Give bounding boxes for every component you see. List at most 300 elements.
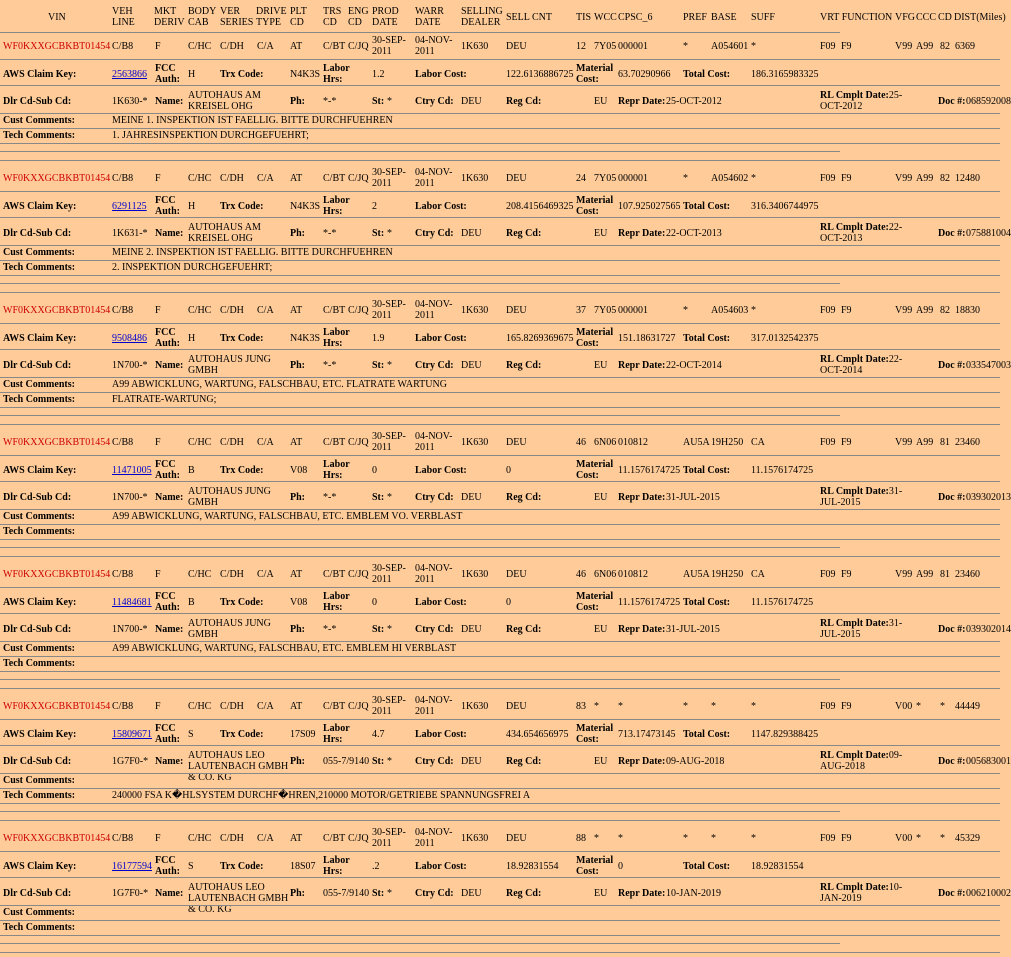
warr-date-value: 04-NOV-2011 — [415, 167, 453, 189]
tis-value: 12 — [576, 41, 586, 52]
name-label: Name: — [155, 96, 184, 107]
ctry-cd-label: Ctry Cd: — [415, 360, 454, 371]
cpsc-value: 000001 — [618, 41, 648, 52]
total-cost-label: Total Cost: — [683, 861, 731, 872]
dlr-cd-value: 1K630-* — [112, 96, 148, 107]
eng-cd-value: C/JQ — [348, 305, 369, 316]
cust-comments-label: Cust Comments: — [3, 511, 75, 522]
ctry-cd-value: DEU — [461, 624, 482, 635]
tech-comments-value: 240000 FSA K�HLSYSTEM DURCHF�HREN,210000 MOTOR/GETRIEBE SPANNUNGSFREI A — [112, 790, 531, 801]
ph-value: *-* — [323, 624, 337, 635]
cpsc-value: * — [618, 833, 623, 844]
aws-claim-key-label: AWS Claim Key: — [3, 69, 77, 80]
sell-cnt-value: DEU — [506, 305, 527, 316]
labor-hrs-value: 4.7 — [372, 729, 385, 740]
record-separator — [0, 943, 840, 944]
ccc-value: A99 — [916, 569, 934, 580]
claim-key-link[interactable]: 9508486 — [112, 333, 147, 344]
record-separator — [0, 811, 840, 812]
trx-code-value: 17S09 — [290, 729, 316, 740]
claim-key-link[interactable]: 16177594 — [112, 861, 152, 872]
material-cost-value: 11.1576174725 — [618, 597, 681, 608]
prod-date-value: 30-SEP-2011 — [372, 431, 406, 453]
dlr-cd-value: 1N700-* — [112, 492, 148, 503]
selling-dealer-value: 1K630 — [461, 701, 489, 712]
dlr-cd-label: Dlr Cd-Sub Cd: — [3, 96, 72, 107]
ver-series-value: C/DH — [220, 437, 244, 448]
row-divider — [0, 323, 1000, 324]
ctry-cd-label: Ctry Cd: — [415, 888, 454, 899]
ctry-cd-value: DEU — [461, 888, 482, 899]
fcc-auth-label: FCC Auth: — [155, 459, 181, 481]
vfg-value: V00 — [895, 701, 913, 712]
vin-value: WF0KXXGCBKBT01454 — [3, 833, 111, 844]
ccc-value: A99 — [916, 173, 934, 184]
repr-date-value: 10-JAN-2019 — [666, 888, 721, 899]
doc-no-value: 039302013 — [966, 492, 1011, 503]
dlr-cd-label: Dlr Cd-Sub Cd: — [3, 888, 72, 899]
repr-date-label: Repr Date: — [618, 492, 666, 503]
tech-comments-label: Tech Comments: — [3, 262, 76, 273]
tech-comments-label: Tech Comments: — [3, 922, 76, 933]
claim-key-link[interactable]: 11471005 — [112, 465, 152, 476]
row-divider — [0, 59, 1000, 60]
dealer-name-value: AUTOHAUS JUNG GMBH — [188, 354, 271, 376]
trs-cd-value: C/BT — [323, 833, 346, 844]
claim-record — [0, 33, 1011, 165]
trx-code-label: Trx Code: — [220, 729, 264, 740]
ph-label: Ph: — [290, 888, 305, 899]
col-prod-date: PROD DATE — [372, 6, 399, 28]
claim-key-link[interactable]: 15809671 — [112, 729, 152, 740]
ph-label: Ph: — [290, 756, 305, 767]
material-cost-label: Material Cost: — [576, 195, 614, 217]
aws-claim-key-label: AWS Claim Key: — [3, 597, 77, 608]
row-divider — [0, 392, 1000, 393]
total-cost-value: 1147.829388425 — [751, 729, 819, 740]
mkt-deriv-value: F — [155, 305, 161, 316]
body-cab-value: C/HC — [188, 173, 212, 184]
record-separator — [0, 952, 1000, 953]
trx-code-label: Trx Code: — [220, 333, 264, 344]
wcc-value: * — [594, 701, 599, 712]
warr-date-value: 04-NOV-2011 — [415, 299, 453, 321]
labor-hrs-label: Labor Hrs: — [323, 459, 350, 481]
body-cab-value: C/HC — [188, 701, 212, 712]
col-warr-date: WARR DATE — [415, 6, 444, 28]
trx-code-label: Trx Code: — [220, 69, 264, 80]
wcc-value: * — [594, 833, 599, 844]
rl-cmplt-date-value: 10-JAN-2019 — [820, 882, 903, 904]
drive-type-value: C/A — [257, 569, 274, 580]
dist-value: 45329 — [955, 833, 980, 844]
cust-comments-value: A99 ABWICKLUNG, WARTUNG, FALSCHBAU, ETC. FLATRATE WARTUNG — [112, 379, 447, 390]
ccc-value: * — [916, 701, 921, 712]
wcc-value: 6N06 — [594, 569, 617, 580]
labor-hrs-value: 2 — [372, 201, 377, 212]
trx-code-value: V08 — [290, 597, 308, 608]
selling-dealer-value: 1K630 — [461, 437, 489, 448]
trx-code-value: 18S07 — [290, 861, 316, 872]
prod-date-value: 30-SEP-2011 — [372, 827, 406, 849]
ph-label: Ph: — [290, 624, 305, 635]
col-selling-dealer: SELLING DEALER — [461, 6, 503, 28]
rl-cmplt-date-label: RL Cmplt Date: — [820, 486, 889, 497]
labor-cost-label: Labor Cost: — [415, 861, 467, 872]
row-divider — [0, 935, 1000, 936]
selling-dealer-value: 1K630 — [461, 305, 489, 316]
row-divider — [0, 656, 1000, 657]
st-label: St: — [372, 888, 385, 899]
doc-no-label: Doc #: — [938, 888, 966, 899]
base-value: * — [711, 833, 716, 844]
material-cost-label: Material Cost: — [576, 855, 614, 877]
rl-cmplt-date-value: 31-JUL-2015 — [820, 486, 903, 508]
ph-value: *-* — [323, 228, 337, 239]
dist-value: 23460 — [955, 437, 980, 448]
vin-value: WF0KXXGCBKBT01454 — [3, 569, 111, 580]
fcc-auth-label: FCC Auth: — [155, 855, 181, 877]
record-separator — [0, 424, 1000, 425]
ph-label: Ph: — [290, 360, 305, 371]
claim-record — [0, 825, 1011, 957]
col-vin: VIN — [48, 12, 66, 23]
eng-cd-value: C/JQ — [348, 569, 369, 580]
total-cost-label: Total Cost: — [683, 333, 731, 344]
veh-line-value: C/B8 — [112, 569, 134, 580]
trx-code-label: Trx Code: — [220, 597, 264, 608]
doc-no-label: Doc #: — [938, 492, 966, 503]
record-separator — [0, 556, 1000, 557]
reg-cd-value: EU — [594, 492, 608, 503]
row-divider — [0, 587, 1000, 588]
warr-date-value: 04-NOV-2011 — [415, 563, 453, 585]
col-vfg: VFG — [895, 12, 916, 23]
trs-cd-value: C/BT — [323, 437, 346, 448]
wcc-value: 6N06 — [594, 437, 617, 448]
total-cost-label: Total Cost: — [683, 465, 731, 476]
suff-value: * — [751, 41, 756, 52]
claim-key-link[interactable]: 11484681 — [112, 597, 152, 608]
claim-record — [0, 561, 1011, 693]
st-label: St: — [372, 96, 385, 107]
body-cab-value: C/HC — [188, 305, 212, 316]
tech-comments-label: Tech Comments: — [3, 130, 76, 141]
total-cost-value: 11.1576174725 — [751, 465, 814, 476]
pref-value: AU5A — [683, 569, 710, 580]
dlr-cd-value: 1G7F0-* — [112, 756, 149, 767]
cust-comments-value: A99 ABWICKLUNG, WARTUNG, FALSCHBAU, ETC. EMBLEM VO. VERBLAST — [112, 511, 463, 522]
labor-hrs-value: 1.9 — [372, 333, 385, 344]
wcc-value: 7Y05 — [594, 41, 617, 52]
labor-cost-value: 0 — [506, 597, 511, 608]
row-divider — [0, 349, 1000, 350]
dlr-cd-label: Dlr Cd-Sub Cd: — [3, 360, 72, 371]
tech-comments-label: Tech Comments: — [3, 790, 76, 801]
prod-date-value: 30-SEP-2011 — [372, 695, 406, 717]
sell-cnt-value: DEU — [506, 701, 527, 712]
repr-date-label: Repr Date: — [618, 360, 666, 371]
tech-comments-label: Tech Comments: — [3, 526, 76, 537]
material-cost-label: Material Cost: — [576, 327, 614, 349]
col-drive-type: DRIVE TYPE — [256, 6, 287, 28]
reg-cd-label: Reg Cd: — [506, 624, 542, 635]
pref-value: * — [683, 305, 688, 316]
prod-date-value: 30-SEP-2011 — [372, 35, 406, 57]
repr-date-label: Repr Date: — [618, 756, 666, 767]
labor-hrs-label: Labor Hrs: — [323, 723, 350, 745]
vfg-value: V99 — [895, 569, 913, 580]
st-label: St: — [372, 360, 385, 371]
row-divider — [0, 803, 1000, 804]
warr-date-value: 04-NOV-2011 — [415, 695, 453, 717]
fcc-auth-label: FCC Auth: — [155, 63, 181, 85]
labor-cost-value: 208.4156469325 — [506, 201, 574, 212]
drive-type-value: C/A — [257, 173, 274, 184]
row-divider — [0, 128, 1000, 129]
ctry-cd-label: Ctry Cd: — [415, 96, 454, 107]
ctry-cd-value: DEU — [461, 492, 482, 503]
ver-series-value: C/DH — [220, 701, 244, 712]
name-label: Name: — [155, 888, 184, 899]
tech-comments-value: 2. INSPEKTION DURCHGEFUEHRT; — [112, 262, 273, 273]
name-label: Name: — [155, 492, 184, 503]
doc-no-value: 039302014 — [966, 624, 1011, 635]
repr-date-value: 22-OCT-2014 — [666, 360, 722, 371]
row-divider — [0, 85, 1000, 86]
row-divider — [0, 191, 1000, 192]
col-plt-cd: PLT CD — [290, 6, 307, 28]
eng-cd-value: C/JQ — [348, 173, 369, 184]
fcc-auth-label: FCC Auth: — [155, 591, 181, 613]
trx-code-label: Trx Code: — [220, 465, 264, 476]
ver-series-value: C/DH — [220, 173, 244, 184]
ctry-cd-label: Ctry Cd: — [415, 756, 454, 767]
sell-cnt-value: DEU — [506, 569, 527, 580]
material-cost-value: 151.18631727 — [618, 333, 676, 344]
dealer-name-value: AUTOHAUS LEO LAUTENBACH GMBH & CO. KG — [188, 750, 289, 783]
total-cost-value: 316.3406744975 — [751, 201, 819, 212]
drive-type-value: C/A — [257, 41, 274, 52]
row-divider — [0, 745, 1000, 746]
record-separator — [0, 820, 1000, 821]
repr-date-label: Repr Date: — [618, 624, 666, 635]
reg-cd-value: EU — [594, 228, 608, 239]
body-cab-value: C/HC — [188, 437, 212, 448]
material-cost-value: 713.17473145 — [618, 729, 676, 740]
record-separator — [0, 679, 840, 680]
fcc-auth-value: S — [188, 861, 194, 872]
ph-value: *-* — [323, 96, 337, 107]
labor-cost-label: Labor Cost: — [415, 333, 467, 344]
cust-comments-value: MEINE 1. INSPEKTION IST FAELLIG. BITTE DURCHFUEHREN — [112, 115, 393, 126]
cust-comments-label: Cust Comments: — [3, 247, 75, 258]
doc-no-value: 033547003 — [966, 360, 1011, 371]
suff-value: CA — [751, 569, 765, 580]
vrt-function2-value: F9 — [841, 569, 852, 580]
labor-hrs-value: 1.2 — [372, 69, 385, 80]
warr-date-value: 04-NOV-2011 — [415, 431, 453, 453]
cust-comments-value: A99 ABWICKLUNG, WARTUNG, FALSCHBAU, ETC. EMBLEM HI VERBLAST — [112, 643, 457, 654]
tis-value: 37 — [576, 305, 586, 316]
veh-line-value: C/B8 — [112, 41, 134, 52]
dlr-cd-value: 1K631-* — [112, 228, 148, 239]
vrt-function-value: F09 — [820, 569, 836, 580]
selling-dealer-value: 1K630 — [461, 173, 489, 184]
base-value: 19H250 — [711, 437, 744, 448]
vin-value: WF0KXXGCBKBT01454 — [3, 305, 111, 316]
doc-no-label: Doc #: — [938, 624, 966, 635]
cust-comments-label: Cust Comments: — [3, 775, 75, 786]
labor-cost-value: 18.92831554 — [506, 861, 559, 872]
selling-dealer-value: 1K630 — [461, 41, 489, 52]
col-cpsc: CPSC_6 — [618, 12, 653, 23]
aws-claim-key-label: AWS Claim Key: — [3, 333, 77, 344]
row-divider — [0, 773, 1000, 774]
rl-cmplt-date-value: 31-JUL-2015 — [820, 618, 903, 640]
claim-record — [0, 297, 1011, 429]
row-divider — [0, 509, 1000, 510]
labor-cost-label: Labor Cost: — [415, 729, 467, 740]
trs-cd-value: C/BT — [323, 569, 346, 580]
dlr-cd-label: Dlr Cd-Sub Cd: — [3, 756, 72, 767]
ph-label: Ph: — [290, 228, 305, 239]
claim-key-link[interactable]: 2563866 — [112, 69, 147, 80]
mkt-deriv-value: F — [155, 833, 161, 844]
veh-line-value: C/B8 — [112, 437, 134, 448]
vrt-function2-value: F9 — [841, 437, 852, 448]
drive-type-value: C/A — [257, 305, 274, 316]
base-value: A054603 — [711, 305, 749, 316]
name-label: Name: — [155, 360, 184, 371]
cd-value: 82 — [940, 305, 950, 316]
row-divider — [0, 851, 1000, 852]
plt-cd-value: AT — [290, 173, 303, 184]
suff-value: * — [751, 833, 756, 844]
col-tis: TIS — [576, 12, 591, 23]
trx-code-value: V08 — [290, 465, 308, 476]
claim-key-link[interactable]: 6291125 — [112, 201, 147, 212]
ctry-cd-value: DEU — [461, 228, 482, 239]
dist-value: 23460 — [955, 569, 980, 580]
row-divider — [0, 217, 1000, 218]
st-value: * — [387, 228, 392, 239]
total-cost-label: Total Cost: — [683, 201, 731, 212]
rl-cmplt-date-label: RL Cmplt Date: — [820, 618, 889, 629]
cd-value: 81 — [940, 437, 950, 448]
suff-value: CA — [751, 437, 765, 448]
tech-comments-value: 1. JAHRESINSPEKTION DURCHGEFUEHRT; — [112, 130, 309, 141]
labor-hrs-label: Labor Hrs: — [323, 327, 350, 349]
dlr-cd-label: Dlr Cd-Sub Cd: — [3, 492, 72, 503]
aws-claim-key-label: AWS Claim Key: — [3, 201, 77, 212]
mkt-deriv-value: F — [155, 173, 161, 184]
cpsc-value: 010812 — [618, 437, 648, 448]
doc-no-value: 005683001 — [966, 756, 1011, 767]
material-cost-label: Material Cost: — [576, 591, 614, 613]
cd-value: 82 — [940, 173, 950, 184]
ph-value: 055-7/9140 — [323, 888, 370, 899]
cust-comments-label: Cust Comments: — [3, 379, 75, 390]
vrt-function-value: F09 — [820, 701, 836, 712]
vrt-function2-value: F9 — [841, 173, 852, 184]
tis-value: 88 — [576, 833, 586, 844]
row-divider — [0, 613, 1000, 614]
record-separator — [0, 292, 1000, 293]
fcc-auth-value: H — [188, 333, 196, 344]
row-divider — [0, 260, 1000, 261]
base-value: A054601 — [711, 41, 749, 52]
repr-date-value: 31-JUL-2015 — [666, 492, 720, 503]
tis-value: 24 — [576, 173, 586, 184]
repr-date-label: Repr Date: — [618, 228, 666, 239]
ctry-cd-value: DEU — [461, 360, 482, 371]
vrt-function2-value: F9 — [841, 701, 852, 712]
doc-no-label: Doc #: — [938, 96, 966, 107]
pref-value: * — [683, 41, 688, 52]
reg-cd-label: Reg Cd: — [506, 492, 542, 503]
row-divider — [0, 877, 1000, 878]
row-divider — [0, 113, 1000, 114]
material-cost-label: Material Cost: — [576, 63, 614, 85]
total-cost-value: 18.92831554 — [751, 861, 804, 872]
drive-type-value: C/A — [257, 437, 274, 448]
cpsc-value: 000001 — [618, 173, 648, 184]
mkt-deriv-value: F — [155, 437, 161, 448]
record-separator — [0, 415, 840, 416]
plt-cd-value: AT — [290, 41, 303, 52]
trx-code-value: N4K3S — [290, 69, 321, 80]
prod-date-value: 30-SEP-2011 — [372, 563, 406, 585]
record-separator — [0, 688, 1000, 689]
ctry-cd-label: Ctry Cd: — [415, 492, 454, 503]
base-value: A054602 — [711, 173, 749, 184]
column-header — [0, 4, 1006, 33]
row-divider — [0, 275, 1000, 276]
rl-cmplt-date-value: 22-OCT-2014 — [820, 354, 903, 376]
material-cost-label: Material Cost: — [576, 459, 614, 481]
plt-cd-value: AT — [290, 305, 303, 316]
fcc-auth-value: H — [188, 201, 196, 212]
row-divider — [0, 539, 1000, 540]
col-base: BASE — [711, 12, 737, 23]
rl-cmplt-date-label: RL Cmplt Date: — [820, 750, 889, 761]
cpsc-value: 000001 — [618, 305, 648, 316]
reg-cd-value: EU — [594, 624, 608, 635]
base-value: 19H250 — [711, 569, 744, 580]
fcc-auth-label: FCC Auth: — [155, 195, 181, 217]
veh-line-value: C/B8 — [112, 833, 134, 844]
tis-value: 46 — [576, 437, 586, 448]
trx-code-label: Trx Code: — [220, 201, 264, 212]
st-value: * — [387, 756, 392, 767]
col-veh-line: VEH LINE — [112, 6, 135, 28]
rl-cmplt-date-label: RL Cmplt Date: — [820, 222, 889, 233]
st-label: St: — [372, 624, 385, 635]
labor-cost-value: 0 — [506, 465, 511, 476]
eng-cd-value: C/JQ — [348, 701, 369, 712]
row-divider — [0, 481, 1000, 482]
warr-date-value: 04-NOV-2011 — [415, 35, 453, 57]
dlr-cd-label: Dlr Cd-Sub Cd: — [3, 624, 72, 635]
labor-hrs-value: 0 — [372, 597, 377, 608]
labor-hrs-label: Labor Hrs: — [323, 855, 350, 877]
st-label: St: — [372, 756, 385, 767]
vrt-function2-value: F9 — [841, 305, 852, 316]
plt-cd-value: AT — [290, 569, 303, 580]
aws-claim-key-label: AWS Claim Key: — [3, 861, 77, 872]
sell-cnt-value: DEU — [506, 437, 527, 448]
